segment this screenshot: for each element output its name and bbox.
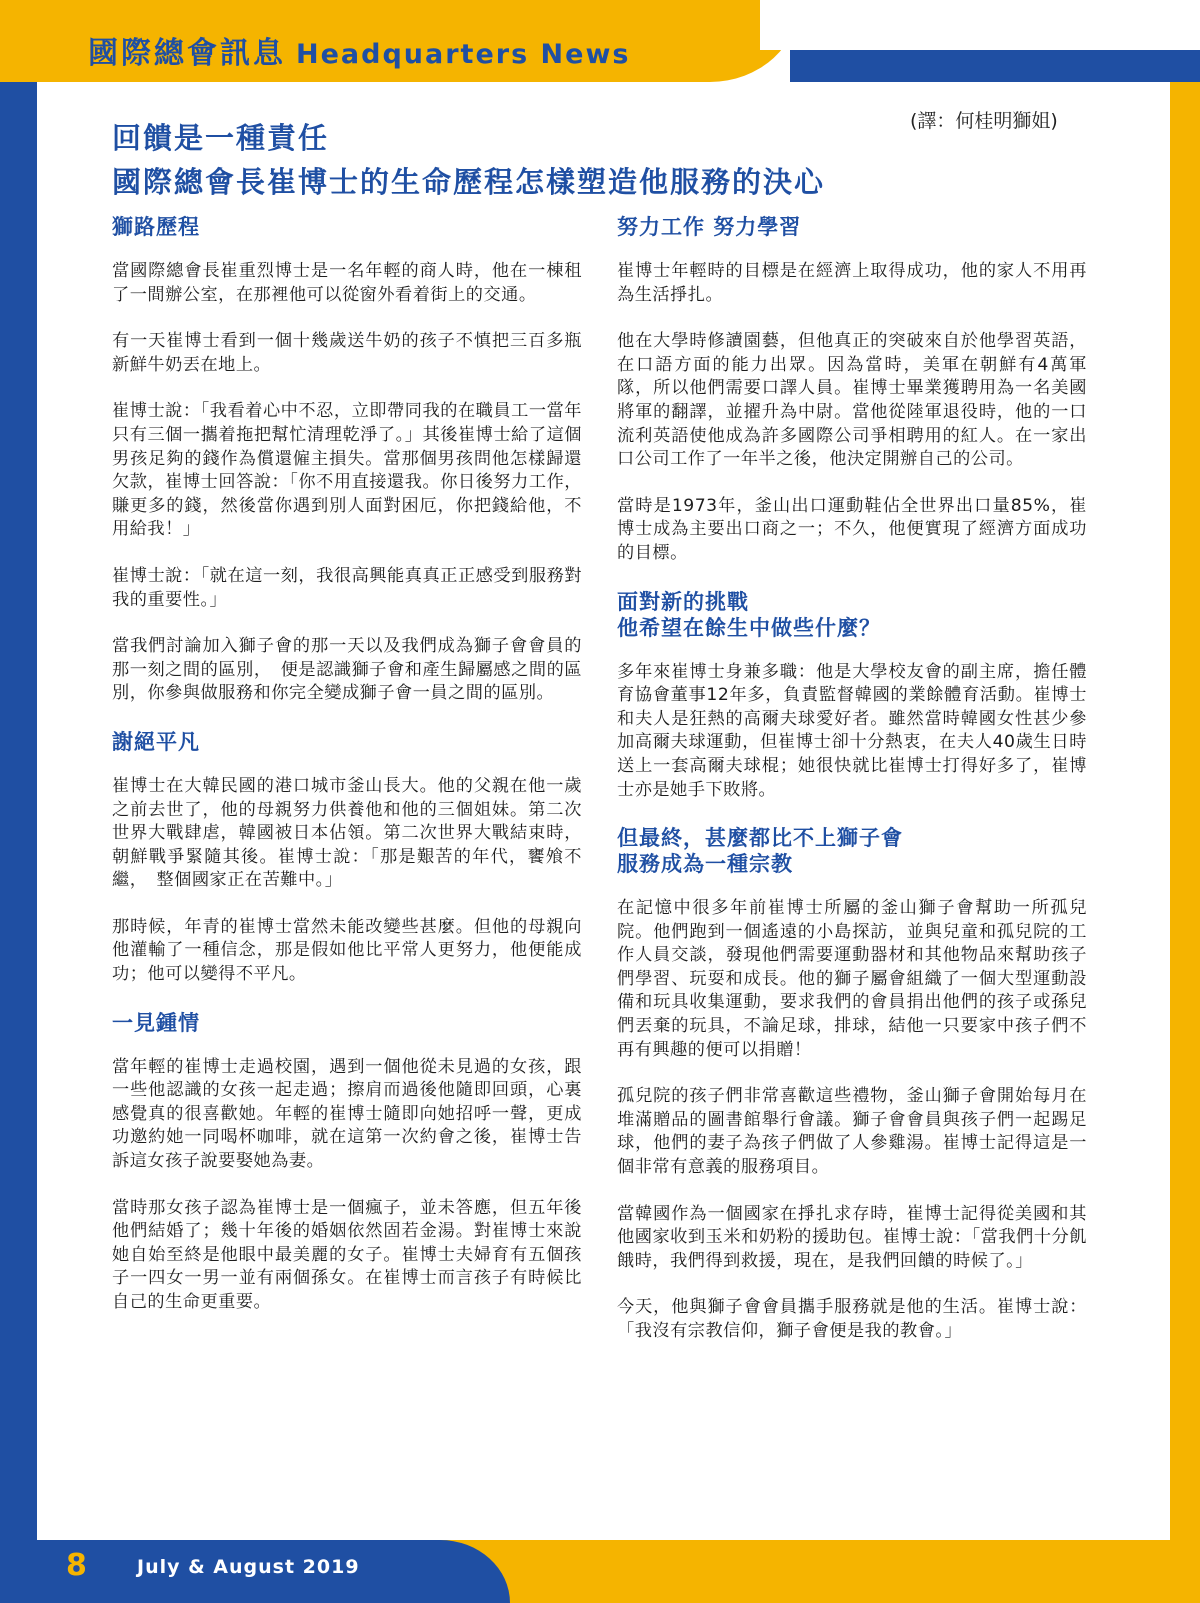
body-paragraph: 當時那女孩子認為崔博士是一個瘋子，並未答應，但五年後他們結婚了；幾十年後的婚姻依然固若金湯。對崔博士來說她自始至終是他眼中最美麗的女子。崔博士夫婦育有五個孩子一四女一男一並有兩個孫女。在崔博士而言孩子有時候比自己的生命更重要。 <box>112 1197 582 1312</box>
section-header-en: Headquarters News <box>296 39 631 70</box>
left-column <box>112 214 582 1338</box>
article-title <box>112 116 1012 204</box>
body-paragraph: 他在大學時修讀園藝，但他真正的突破來自於他學習英語，在口語方面的能力出眾。因為當時，美軍在朝鮮有4萬軍隊，所以他們需要口譯人員。崔博士畢業獲聘用為一名美國將軍的翻譯，並擢升為中尉。當他從陸軍退役時，他的一口流利英語使他成為許多國際公司爭相聘用的紅人。在一家出口公司工作了一年半之後，他決定開辦自己的公司。 <box>617 331 1087 470</box>
body-paragraph: 多年來崔博士身兼多職：他是大學校友會的副主席，擔任體育協會董事12年多，負責監督韓國的業餘體育活動。崔博士和夫人是狂熱的高爾夫球愛好者。雖然當時韓國女性甚少參加高爾夫球運動，但崔博士卻十分熱衷，在夫人40歲生日時送上一套高爾夫球棍；她很快就比崔博士打得好多了，崔博士亦是她手下敗將。 <box>617 661 1087 800</box>
body-paragraph: 孤兒院的孩子們非常喜歡這些禮物，釜山獅子會開始每月在堆滿贈品的圖書館舉行會議。獅子會會員與孩子們一起踢足球，他們的妻子為孩子們做了人參雞湯。崔博士記得這是一個非常有意義的服務項目。 <box>617 1086 1087 1178</box>
section-heading-line: 獅路歷程 <box>112 215 200 239</box>
section-heading-line: 但最終，甚麼都比不上獅子會 <box>617 826 903 851</box>
section-heading <box>112 729 582 755</box>
body-paragraph: 當年輕的崔博士走過校園，遇到一個他從未見過的女孩，跟一些他認識的女孩一起走過；擦肩而過後他隨即回頭，心裏感覺真的很喜歡她。年輕的崔博士隨即向她招呼一聲，更成功邀約她一同喝杯咖啡，就在這第一次約會之後，崔博士告訴這女孩子說要娶她為妻。 <box>112 1056 582 1172</box>
section-heading <box>617 825 1087 877</box>
section-heading-line: 面對新的挑戰 <box>617 589 749 614</box>
body-paragraph: 當國際總會長崔重烈博士是一名年輕的商人時，他在一棟租了一間辦公室，在那裡他可以從窗外看着街上的交通。 <box>112 261 582 305</box>
section-heading <box>617 214 1087 240</box>
article-section <box>617 825 1087 1344</box>
article-section <box>617 589 1087 803</box>
article-section <box>617 214 1087 566</box>
translator-credit: (譯：何桂明獅姐) <box>910 110 1058 132</box>
body-paragraph: 當時是1973年，釜山出口運動鞋佔全世界出口量85%，崔博士成為主要出口商之一；不久，他便實現了經濟方面成功的目標。 <box>617 495 1087 563</box>
section-heading-line: 一見鍾情 <box>112 1010 200 1035</box>
body-paragraph: 當我們討論加入獅子會的那一天以及我們成為獅子會會員的那一刻之間的區別， 便是認識獅子會和產生歸屬感之間的區別，你參與做服務和你完全變成獅子會一員之間的區別。 <box>112 636 582 704</box>
issue-date: July & August 2019 <box>137 1556 360 1578</box>
right-frame-bar <box>1170 0 1200 1603</box>
section-heading-line: 服務成為一種宗教 <box>617 852 793 877</box>
section-header <box>88 28 630 72</box>
body-paragraph: 那時候，年青的崔博士當然未能改變些甚麼。但他的母親向他灌輸了一種信念，那是假如他比平常人更努力，他便能成功；他可以變得不平凡。 <box>112 916 582 985</box>
article-section <box>112 214 582 706</box>
section-header-zh: 國際總會訊息 <box>88 36 286 71</box>
left-frame-blue-bar <box>0 60 37 1550</box>
article-title-line1: 回饋是一種責任 <box>112 121 330 155</box>
body-paragraph: 崔博士在大韓民國的港口城市釜山長大。他的父親在他一歲之前去世了，他的母親努力供養他和他的三個姐妹。第二次世界大戰肆虐，韓國被日本佔領。第二次世界大戰結束時，朝鮮戰爭緊隨其後。崔博士說：「那是艱苦的年代，饔飧不繼， 整個國家正在苦難中。」 <box>112 775 582 891</box>
section-heading <box>112 214 582 240</box>
body-paragraph: 在記憶中很多年前崔博士所屬的釜山獅子會幫助一所孤兒院。他們跑到一個遙遠的小島探訪，並與兒童和孤兒院的工作人員交談，發現他們需要運動器材和其他物品來幫助孩子們學習、玩耍和成長。他的獅子屬會組織了一個大型運動設備和玩具收集運動，要求我們的會員捐出他們的孩子或孫兒們丟棄的玩具，不論足球，排球，結他一只要家中孩子們不再有興趣的便可以捐贈！ <box>617 898 1087 1060</box>
article-section <box>112 729 582 987</box>
section-heading <box>617 589 1087 641</box>
section-heading-line: 他希望在餘生中做些什麼？ <box>617 615 881 640</box>
section-heading-line: 謝絕平凡 <box>112 729 200 754</box>
body-paragraph: 今天，他與獅子會會員攜手服務就是他的生活。崔博士說：「我沒有宗教信仰，獅子會便是我的教會。」 <box>617 1297 1087 1341</box>
header-blue-tab <box>790 50 1200 82</box>
header-gap <box>760 0 1200 50</box>
body-paragraph: 崔博士年輕時的目標是在經濟上取得成功，他的家人不用再為生活掙扎。 <box>617 261 1087 305</box>
article-section <box>112 1010 582 1315</box>
page-number: 8 <box>66 1548 87 1583</box>
body-paragraph: 當韓國作為一個國家在掙扎求存時，崔博士記得從美國和其他國家收到玉米和奶粉的援助包。崔博士說：「當我們十分飢餓時，我們得到救援，現在，是我們回饋的時候了。」 <box>617 1203 1087 1271</box>
section-heading <box>112 1010 582 1036</box>
body-paragraph: 崔博士說：「就在這一刻，我很高興能真真正正感受到服務對我的重要性。」 <box>112 565 582 610</box>
right-column <box>617 214 1087 1367</box>
article-title-line2: 國際總會長崔博士的生命歷程怎樣塑造他服務的決心 <box>112 165 826 199</box>
section-heading-line: 努力工作 努力學習 <box>617 215 802 239</box>
body-paragraph: 有一天崔博士看到一個十幾歲送牛奶的孩子不慎把三百多瓶新鮮牛奶丟在地上。 <box>112 331 582 375</box>
body-paragraph: 崔博士說：「我看着心中不忍，立即帶同我的在職員工一當年只有三個一攜着拖把幫忙清理乾淨了。」其後崔博士給了這個男孩足夠的錢作為償還僱主損失。當那個男孩問他怎樣歸還欠款，崔博士回答說：「你不用直接還我。你日後努力工作，賺更多的錢，然後當你遇到別人面對困厄，你把錢給他，不用給我！」 <box>112 401 582 540</box>
